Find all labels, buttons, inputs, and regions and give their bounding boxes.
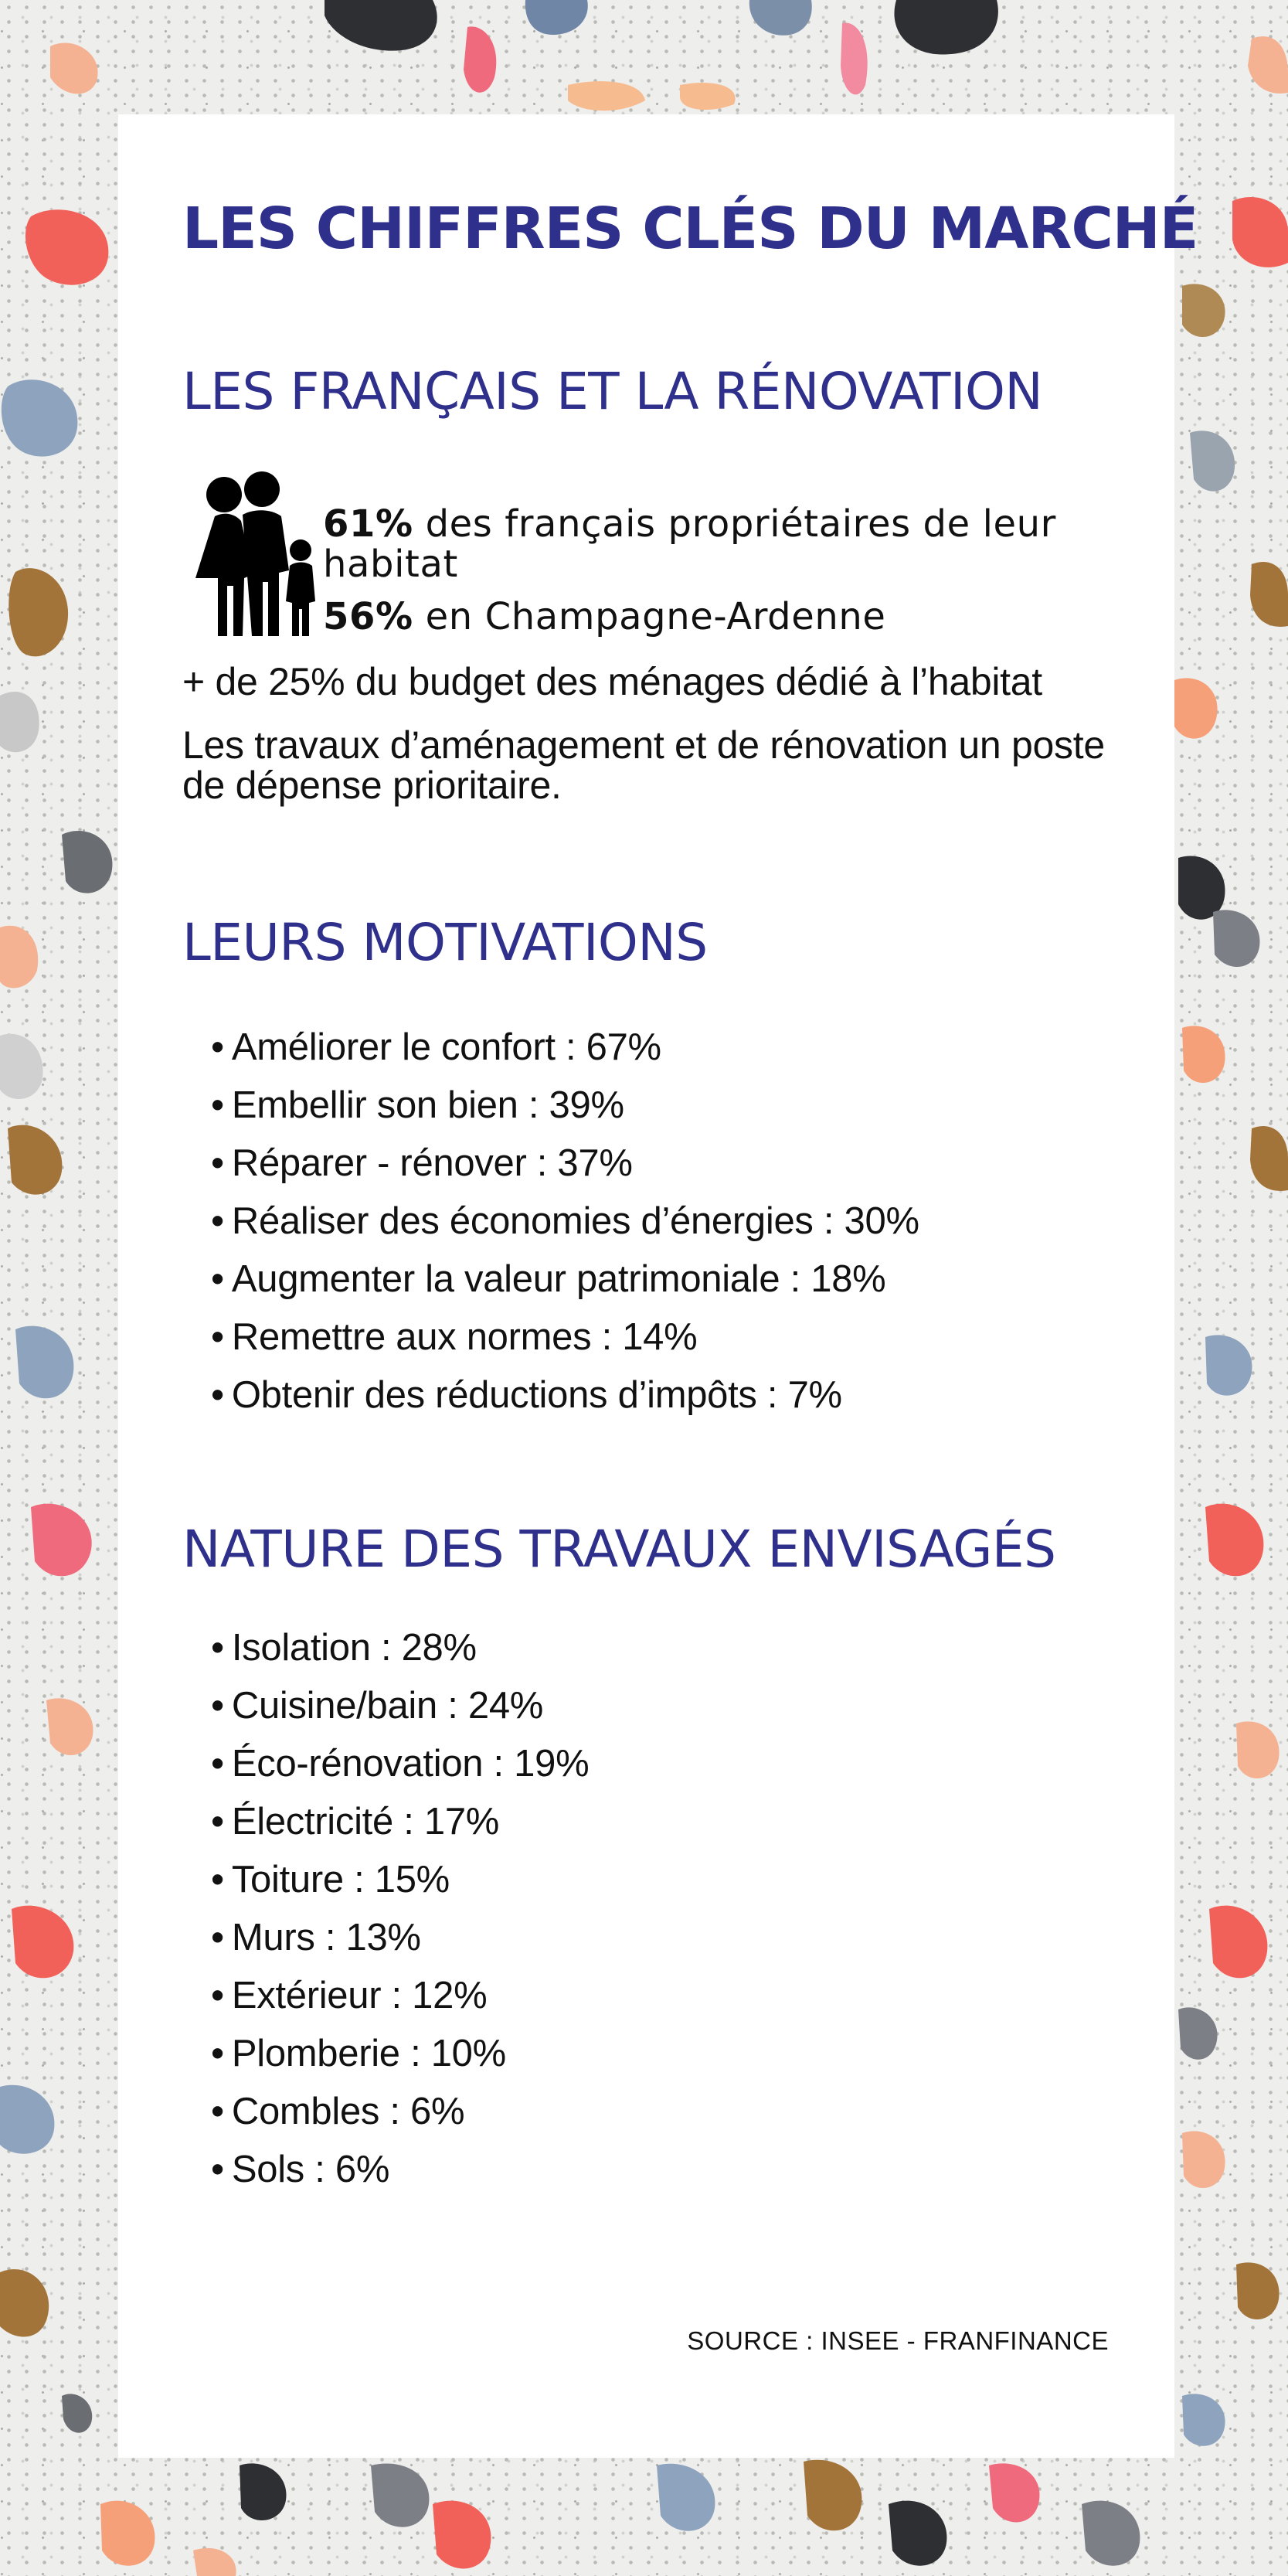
section-title-renovation: LES FRANÇAIS ET LA RÉNOVATION xyxy=(182,362,1043,421)
owners-stat-cont xyxy=(323,543,458,586)
list-item: • Embellir son bien : 39% xyxy=(211,1077,919,1135)
list-item: • Murs : 13% xyxy=(211,1909,589,1967)
list-item: • Combles : 6% xyxy=(211,2083,589,2141)
source-note: SOURCE : INSEE - FRANFINANCE xyxy=(687,2326,1109,2355)
owners-pct: 61% xyxy=(323,502,413,546)
list-item: • Cuisine/bain : 24% xyxy=(211,1677,589,1735)
list-item: • Augmenter la valeur patrimoniale : 18% xyxy=(211,1251,919,1308)
budget-text: + de 25% du budget des ménages dédié à l’habitat xyxy=(182,660,1042,703)
family-icon xyxy=(192,470,319,636)
owners-text-cont: habitat xyxy=(323,543,458,586)
list-item: • Obtenir des réductions d’impôts : 7% xyxy=(211,1366,919,1424)
works-text: Les travaux d’aménagement et de rénovation un poste de dépense prioritaire. xyxy=(182,723,1105,807)
section-title-motivations: LEURS MOTIVATIONS xyxy=(182,913,708,972)
owners-stat xyxy=(323,502,1056,546)
list-item: • Sols : 6% xyxy=(211,2141,589,2199)
owners-text: des français propriétaires de leur xyxy=(425,502,1057,546)
list-item: • Extérieur : 12% xyxy=(211,1967,589,2025)
list-item: • Plomberie : 10% xyxy=(211,2025,589,2083)
content-card xyxy=(118,114,1198,2458)
motivations-list xyxy=(211,1019,919,1424)
list-item: • Toiture : 15% xyxy=(211,1851,589,1909)
list-item: • Éco-rénovation : 19% xyxy=(211,1735,589,1793)
list-item: • Réparer - rénover : 37% xyxy=(211,1135,919,1193)
section-title-travaux: NATURE DES TRAVAUX ENVISAGÉS xyxy=(182,1519,1056,1579)
page-title: LES CHIFFRES CLÉS DU MARCHÉ xyxy=(182,196,1198,262)
list-item: • Réaliser des économies d’énergies : 30% xyxy=(211,1193,919,1251)
list-item: • Électricité : 17% xyxy=(211,1793,589,1851)
travaux-list xyxy=(211,1619,589,2199)
region-pct: 56% xyxy=(323,595,413,638)
region-stat xyxy=(323,595,886,638)
list-item: • Isolation : 28% xyxy=(211,1619,589,1677)
region-text: en Champagne-Ardenne xyxy=(425,595,886,638)
list-item: • Remettre aux normes : 14% xyxy=(211,1308,919,1366)
list-item: • Améliorer le confort : 67% xyxy=(211,1019,919,1077)
